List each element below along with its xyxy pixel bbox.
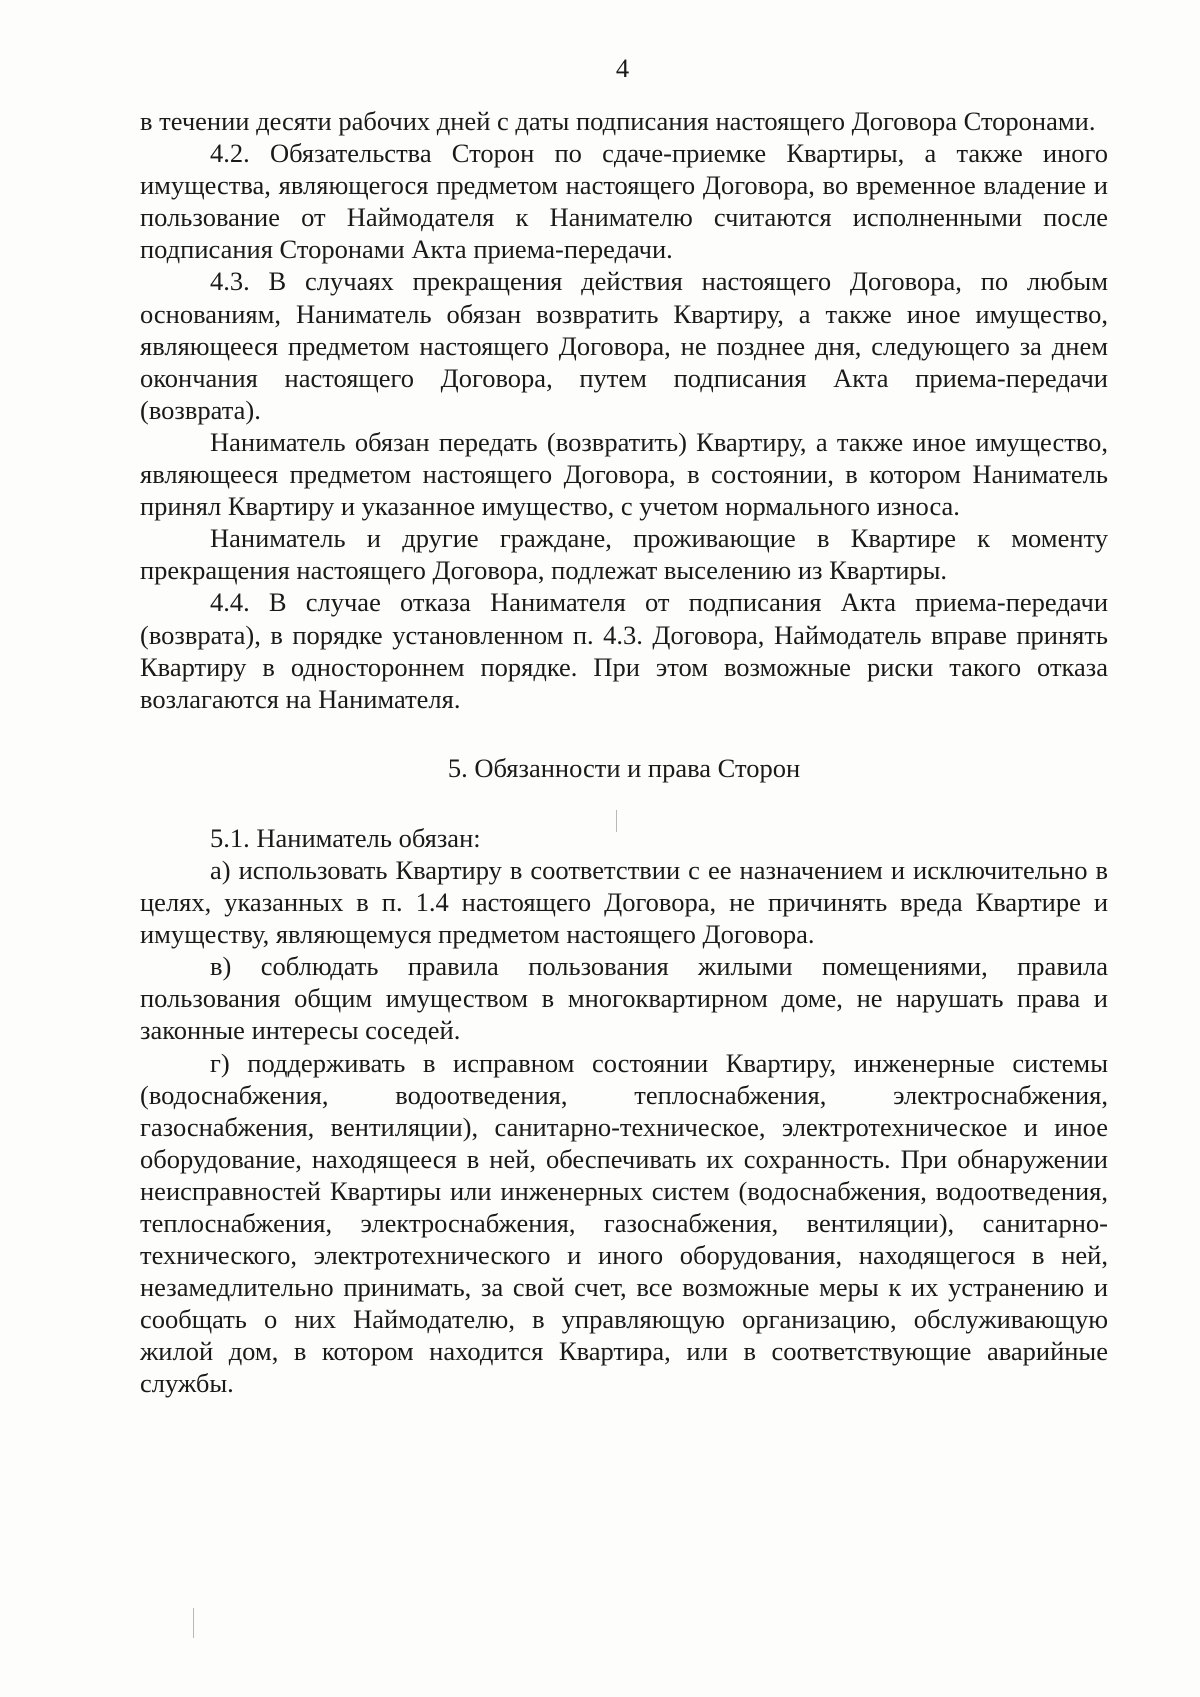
paragraph: в течении десяти рабочих дней с даты подписания настоящего Договора Сторонами.: [140, 106, 1096, 136]
page-number: 4: [615, 53, 630, 83]
paragraph: Наниматель обязан передать (возвратить) Квартиру, а также иное имущество, являющееся предметом настоящего Договора, в состоянии, в котором Наниматель принял Квартиру и указанное имущество, с учетом нормального износа.: [140, 426, 1108, 522]
paragraphs-after-heading: [140, 822, 1108, 1400]
paragraph: в) соблюдать правила пользования жилыми помещениями, правила пользования общим имуществом в многоквартирном доме, не нарушать права и законные интересы соседей.: [140, 951, 1108, 1046]
document-body: [140, 105, 1108, 1400]
paragraph: 4.4. В случае отказа Нанимателя от подписания Акта приема-передачи (возврата), в порядке установленном п. 4.3. Договора, Наймодатель вправе принять Квартиру в одностороннем порядке. При этом возможные риски такого отказа возлагаются на Нанимателя.: [140, 587, 1108, 714]
paragraph: 5.1. Наниматель обязан:: [210, 822, 481, 853]
scan-artifact-line: [193, 1608, 194, 1638]
paragraph: Наниматель и другие граждане, проживающие в Квартире к моменту прекращения настоящего Договора, подлежат выселению из Квартиры.: [140, 523, 1108, 586]
paragraph: 4.3. В случаях прекращения действия настоящего Договора, по любым основаниям, Наниматель обязан возвратить Квартиру, а также иное имущество, являющееся предметом настоящего Договора, не позднее дня, следующего за днем окончания настоящего Договора, путем подписания Акта приема-передачи (возврата).: [140, 266, 1108, 425]
paragraph: а) использовать Квартиру в соответствии с ее назначением и исключительно в целях, указанных в п. 1.4 настоящего Договора, не причинять вреда Квартире и имуществу, являющемуся предметом настоящего Договора.: [140, 854, 1108, 950]
paragraph: 4.2. Обязательства Сторон по сдаче-приемке Квартиры, а также иного имущества, являющегося предметом настоящего Договора, во временное владение и пользование от Наймодателя к Нанимателю считаются исполненными после подписания Сторонами Акта приема-передачи.: [140, 138, 1108, 265]
paragraph: г) поддерживать в исправном состоянии Квартиру, инженерные системы (водоснабжения, водоотведения, теплоснабжения, электроснабжения, газоснабжения, вентиляции), санитарно-техническое, электротехническое и иное оборудование, находящееся в ней, обеспечивать их сохранность. При обнаружении неисправностей Квартиры или инженерных систем (водоснабжения, водоотведения, теплоснабжения, электроснабжения, газоснабжения, вентиляции), санитарно-технического, электротехнического и иного оборудования, находящегося в ней, незамедлительно принимать, за свой счет, все возможные меры к их устранению и сообщать о них Наймодателю, в управляющую организацию, обслуживающую жилой дом, в котором находится Квартира, или в соответствующие аварийные службы.: [140, 1047, 1108, 1399]
paragraphs-before-heading: [140, 105, 1108, 715]
section-heading: 5. Обязанности и права Сторон: [447, 752, 801, 783]
